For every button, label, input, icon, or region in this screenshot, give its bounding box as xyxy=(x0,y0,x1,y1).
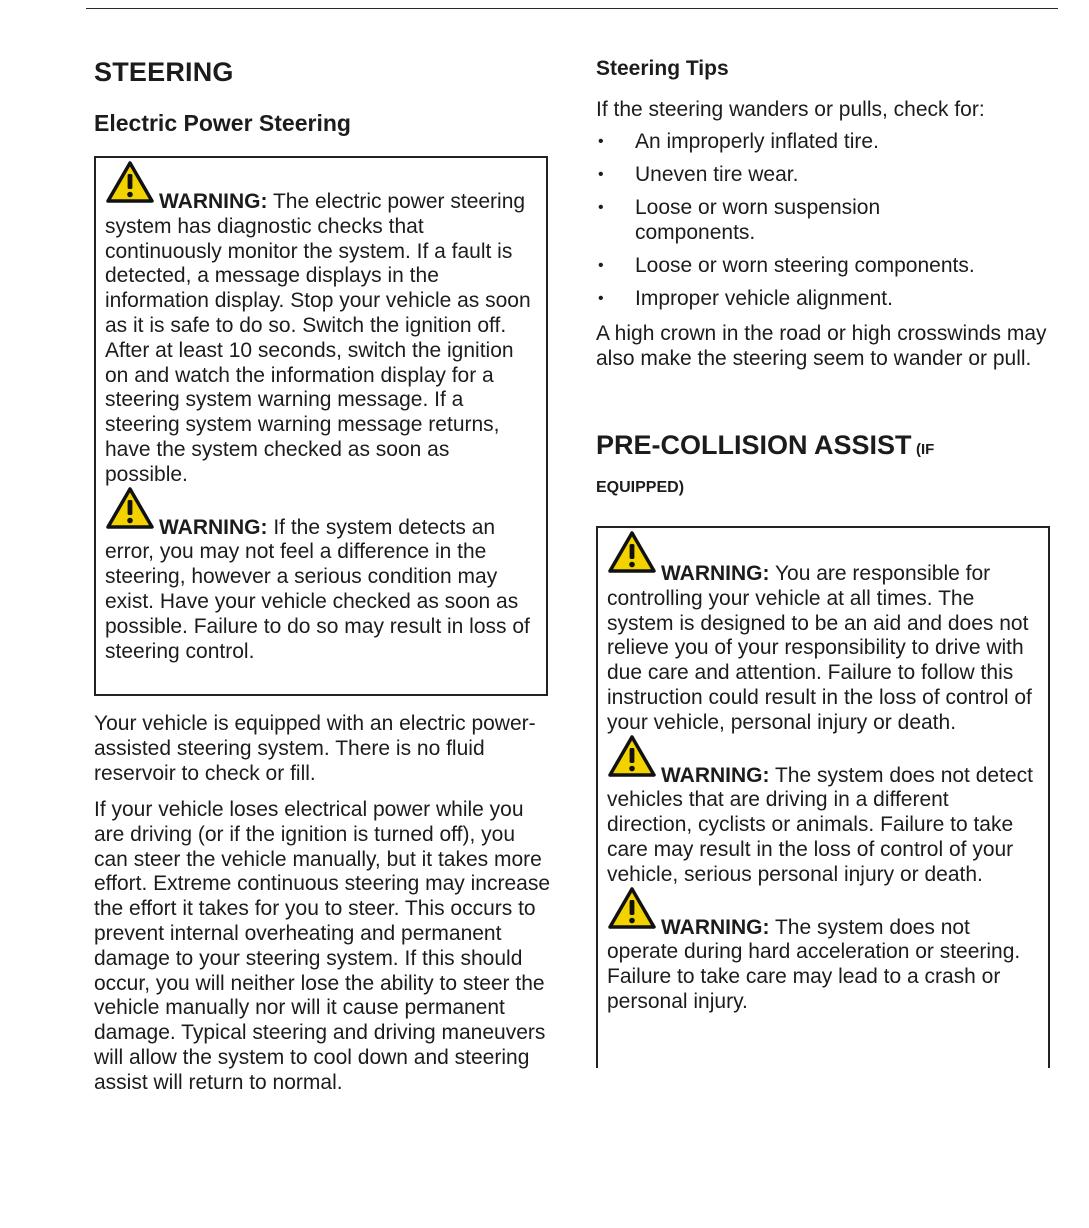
paragraph-eps-intro: Your vehicle is equipped with an electric power-assisted steering system. There is no fluid reservoir to check or fill. xyxy=(94,712,536,785)
list-item: • An improperly inflated tire. xyxy=(598,130,879,153)
section-title-tail-2: EQUIPPED) xyxy=(596,479,685,496)
section-title-tail: (IF xyxy=(915,441,935,458)
warning-item xyxy=(607,540,1039,736)
warning-item xyxy=(607,744,1039,888)
warning-label: WARNING: xyxy=(159,190,268,213)
warning-item xyxy=(607,896,1039,1015)
list-item: • Uneven tire wear. xyxy=(598,163,799,186)
warning-triangle-icon xyxy=(607,886,657,930)
warning-triangle-icon xyxy=(607,734,657,778)
steering-tips-outro: A high crown in the road or high crosswinds may also make the steering seem to wander or pull. xyxy=(596,322,1047,370)
warning-item xyxy=(105,496,537,665)
bullet-icon: • xyxy=(598,166,604,183)
bullet-icon: • xyxy=(598,256,604,274)
warning-label: WARNING: xyxy=(661,763,770,787)
warning-box-steering xyxy=(94,156,548,696)
warning-triangle-icon xyxy=(105,486,155,530)
list-item: • Loose or worn suspension components. xyxy=(598,196,881,244)
warning-item xyxy=(105,170,537,488)
list-item: • Loose or worn steering components. xyxy=(598,253,975,277)
paragraph-eps-power-loss: If your vehicle loses electrical power while you are driving (or if the ignition is turned off), you can steer the vehicle manually, but it takes more effort. Extreme continuous steering may increase the effort it takes for you to steer. This occurs to prevent internal overheating and permanent damage to your steering system. If this should occur, you will neither lose the ability to steer the vehicle manually nor will it cause permanent damage. Typical steering and driving maneuvers will allow the system to cool down and steering assist will return to normal. xyxy=(94,798,551,1094)
warning-box-pre-collision xyxy=(596,526,1050,1068)
warning-label: WARNING: xyxy=(159,515,268,539)
steering-tips-title: Steering Tips xyxy=(596,57,729,80)
warning-triangle-icon xyxy=(105,160,155,204)
warning-text: The system does not detect vehicles that are driving in a different direction, cyclists or animals. Failure to take care may result in the loss of control of your vehicle, serious personal injury or death. xyxy=(607,763,1033,886)
section-title-main: PRE-COLLISION ASSIST xyxy=(596,430,912,460)
warning-label: WARNING: xyxy=(661,915,770,939)
top-rule xyxy=(86,8,1058,9)
steering-tips-list xyxy=(596,130,1052,320)
warning-text: The electric power steering system has diagnostic checks that continuously monitor the system. If a fault is detected, a message displays in the information display. Stop your vehicle as soon as it is safe to do so. Switch the ignition off. After at least 10 seconds, switch the ignition on and watch the information display for a steering system warning message. If a steering system warning message returns, have the system checked as soon as possible. xyxy=(105,190,531,486)
warning-text: You are responsible for controlling your vehicle at all times. The system is designed to be an aid and does not relieve you of your responsibility to drive with due care and attention. Failure to follow this instruction could result in the loss of control of your vehicle, personal injury or death. xyxy=(607,562,1032,734)
warning-label: WARNING: xyxy=(661,562,770,585)
list-item: • Improper vehicle alignment. xyxy=(598,286,893,310)
bullet-icon: • xyxy=(598,289,604,307)
bullet-icon: • xyxy=(598,133,604,150)
subsection-title-eps: Electric Power Steering xyxy=(94,110,351,136)
warning-text: The system does not operate during hard acceleration or steering. Failure to take care may lead to a crash or personal injury. xyxy=(607,915,1021,1013)
steering-tips-intro: If the steering wanders or pulls, check for: xyxy=(596,98,985,121)
warning-text: If the system detects an error, you may not feel a difference in the steering, however a serious condition may exist. Have your vehicle checked as soon as possible. Failure to do so may result in loss of steering control. xyxy=(105,515,530,663)
warning-triangle-icon xyxy=(607,530,657,574)
bullet-icon: • xyxy=(598,199,604,216)
section-title-pre-collision xyxy=(596,430,1052,461)
section-title-steering: STEERING xyxy=(94,57,234,87)
